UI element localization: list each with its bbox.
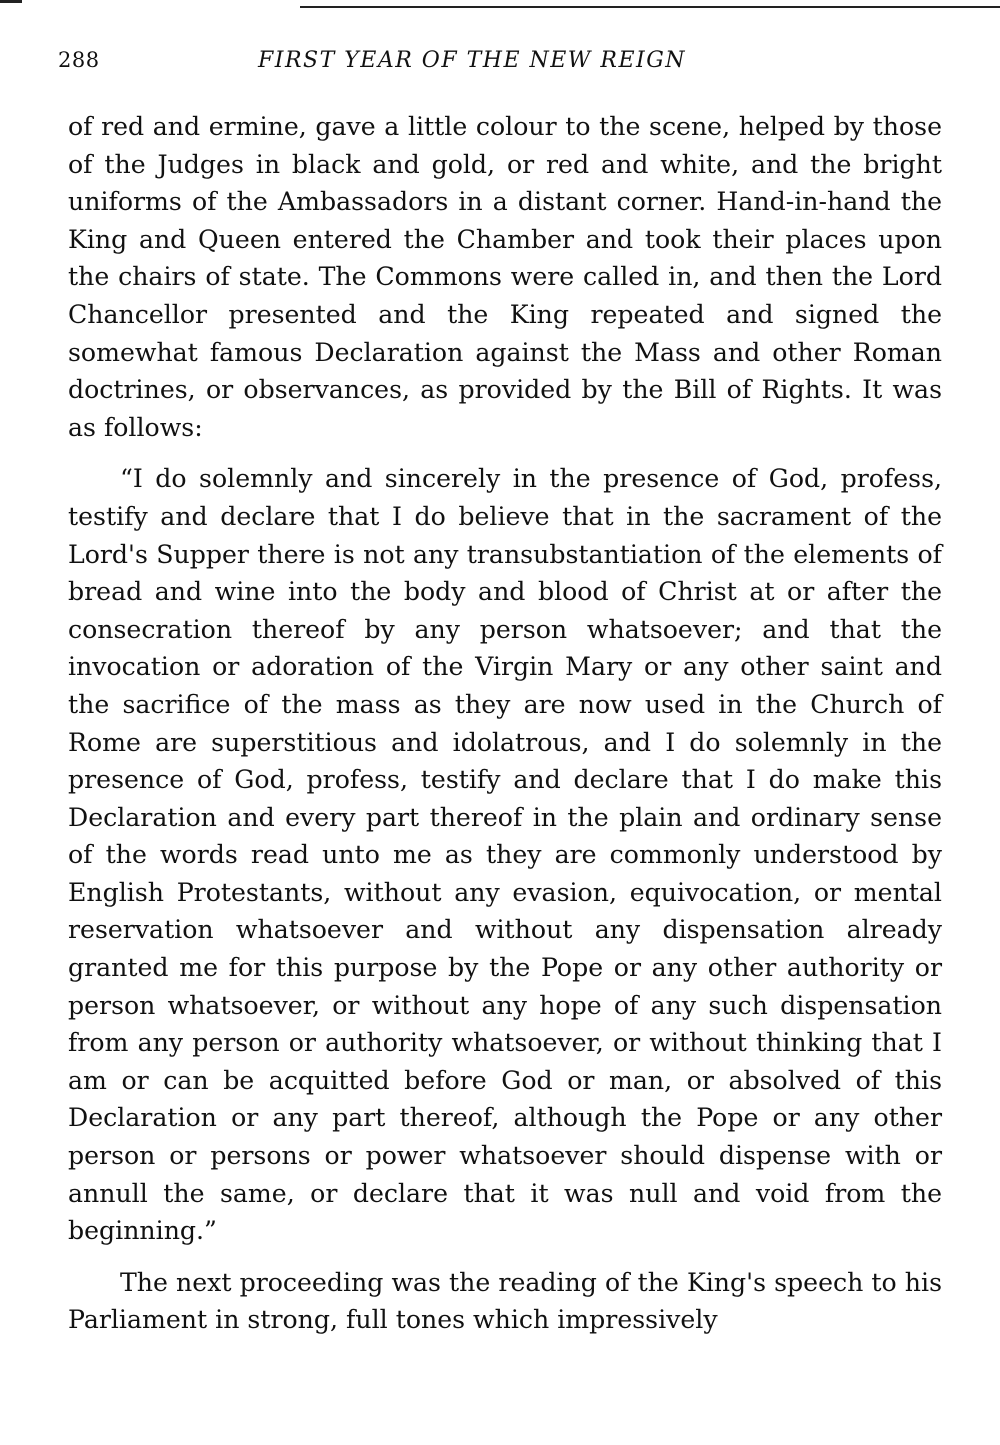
paragraph-next-proceeding: The next proceeding was the reading of the King's speech to his Parliament in strong, full tones which impressively xyxy=(68,1267,942,1335)
page-number: 288 xyxy=(58,48,100,72)
body-text xyxy=(68,108,942,1339)
page-header xyxy=(58,44,938,84)
paragraph-continuation: of red and ermine, gave a little colour to the scene, helped by those of the Judges in black and gold, or red and white, and the bright uniforms of the Ambassadors in a distant corner. Hand-in-hand the King and Queen entered the Chamber and took their places upon the chairs of state. The Commons were called in, and then the Lord Chancellor presented and the King repeated and signed the somewhat famous Declaration against the Mass and other Roman doctrines, or observances, as provided by the Bill of Rights. It was as follows: xyxy=(68,112,942,442)
running-head: FIRST YEAR OF THE NEW REIGN xyxy=(258,48,687,73)
top-rule xyxy=(300,6,1000,8)
corner-mark xyxy=(0,0,22,3)
paragraph-declaration-quote: “I do solemnly and sincerely in the presence of God, profess, testify and declare that I do believe that in the sacrament of the Lord's Supper there is not any transubstantiation of the elements of bread and wine into the body and blood of Christ at or after the consecration thereof by any person whatsoever; and that the invocation or adoration of the Virgin Mary or any other saint and the sacrifice of the mass as they are now used in the Church of Rome are superstitious and idolatrous, and I do solemnly in the presence of God, profess, testify and declare that I do make this Declaration and every part thereof in the plain and ordinary sense of the words read unto me as they are commonly understood by English Protestants, without any evasion, equivocation, or mental reservation whatsoever and without any dispensation already granted me for this purpose by the Pope or any other authority or person whatsoever, or without any hope of any such dispensation from any person or authority whatsoever, or without thinking that I am or can be acquitted before God or man, or absolved of this Declaration or any part thereof, although the Pope or any other person or persons or power whatsoever should dispense with or annull the same, or declare that it was null and void from the beginning.” xyxy=(68,464,942,1246)
